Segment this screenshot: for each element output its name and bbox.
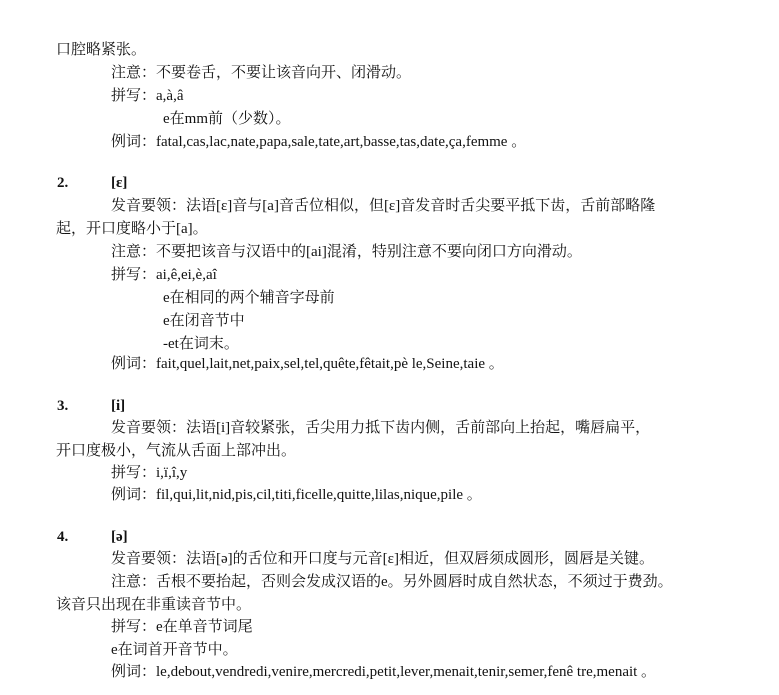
section-essentials-cont: 起，开口度略小于[a]。 xyxy=(56,221,208,237)
intro-spelling: 拼写：a,à,â xyxy=(111,88,184,104)
section-spelling: 拼写：e在单音节词尾 xyxy=(111,619,253,635)
section-number: 4. xyxy=(57,529,69,545)
section-spelling: 拼写：i,ï,î,y xyxy=(111,465,188,481)
section-examples: 例词：fil,qui,lit,nid,pis,cil,titi,ficelle,quitte,lilas,nique,pile 。 xyxy=(111,487,482,503)
section-essentials: 发音要领：法语[i]音较紧张，舌尖用力抵下齿内侧，舌前部向上抬起，嘴唇扁平， xyxy=(111,420,651,436)
section-examples: 例词：fait,quel,lait,net,paix,sel,tel,quête,fêtait,pè le,Seine,taie 。 xyxy=(111,356,504,372)
spelling-rule: e在闭音节中 xyxy=(163,313,245,329)
section-note: 注意：舌根不要抬起，否则会发成汉语的e。另外圆唇时成自然状态，不须过于费劲。 xyxy=(111,574,673,590)
intro-spelling-extra: e在mm前（少数）。 xyxy=(163,111,291,127)
spelling-rule: e在相同的两个辅音字母前 xyxy=(163,290,335,306)
section-note-cont: 该音只出现在非重读音节中。 xyxy=(56,597,252,613)
section-examples: 例词：le,debout,vendredi,venire,mercredi,petit,lever,menait,tenir,semer,fenê tre,menait 。 xyxy=(111,664,657,680)
intro-line: 口腔略紧张。 xyxy=(56,42,147,58)
section-essentials-cont: 开口度极小，气流从舌面上部冲出。 xyxy=(56,443,297,459)
section-essentials: 发音要领：法语[ɛ]音与[a]音舌位相似，但[ɛ]音发音时舌尖要平抵下齿，舌前部略隆 xyxy=(111,198,656,214)
section-ipa: [ə] xyxy=(111,529,128,545)
intro-note: 注意：不要卷舌，不要让该音向开、闭滑动。 xyxy=(111,65,412,81)
section-ipa: [ɛ] xyxy=(111,175,128,191)
section-note: 注意：不要把该音与汉语中的[ai]混淆，特别注意不要向闭口方向滑动。 xyxy=(111,244,582,260)
section-spelling: 拼写：ai,ê,ei,è,aî xyxy=(111,267,217,283)
spelling-rule: e在词首开音节中。 xyxy=(111,642,238,658)
intro-examples: 例词：fatal,cas,lac,nate,papa,sale,tate,art,basse,tas,date,ça,femme 。 xyxy=(111,134,527,150)
section-number: 3. xyxy=(57,398,69,414)
section-essentials: 发音要领：法语[ə]的舌位和开口度与元音[ɛ]相近，但双唇须成圆形，圆唇是关键。 xyxy=(111,551,654,567)
section-number: 2. xyxy=(57,175,69,191)
spelling-rule: -et在词末。 xyxy=(163,336,239,352)
section-ipa: [i] xyxy=(111,398,126,414)
